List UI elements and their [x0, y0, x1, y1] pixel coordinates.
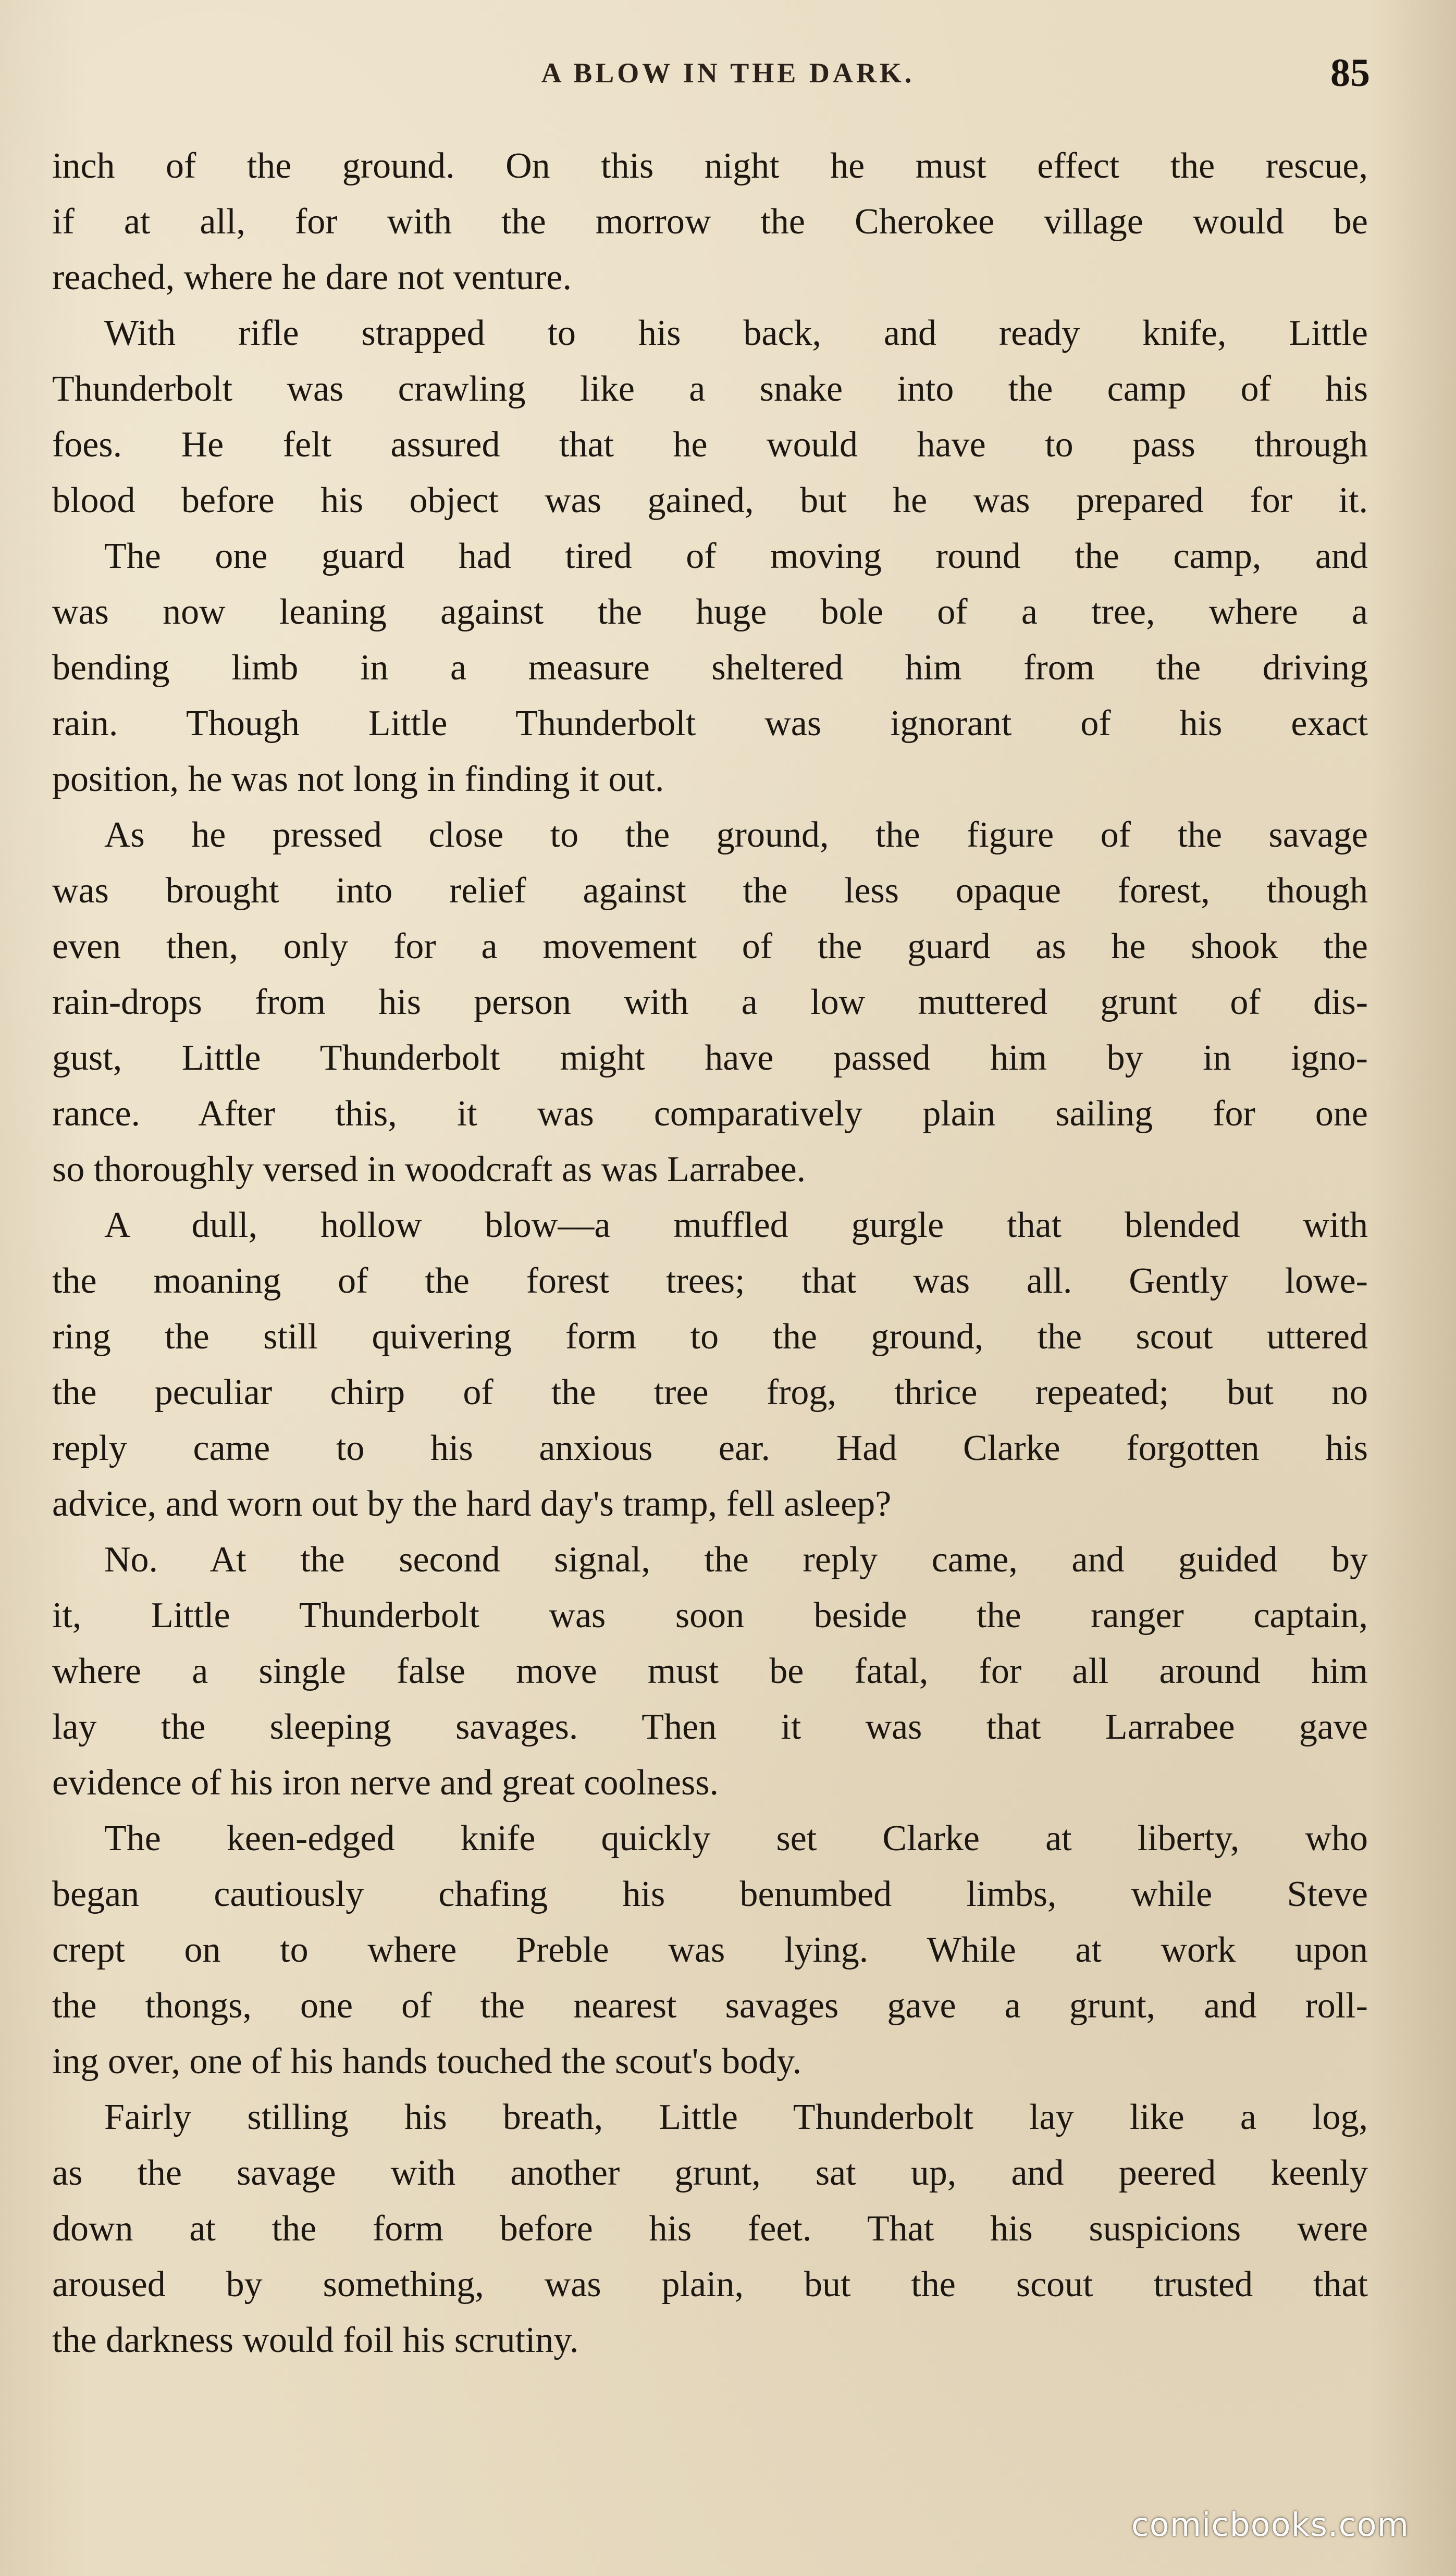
text-line: reached, where he dare not venture.	[52, 257, 572, 298]
text-line: so thoroughly versed in woodcraft as was Larrabee.	[52, 1149, 806, 1190]
body-text	[52, 138, 1368, 2368]
text-line: ring the still quivering form to the ground, the scout uttered	[52, 1317, 1368, 1357]
text-line: rain. Though Little Thunderbolt was ignorant of his exact	[52, 703, 1368, 744]
text-line: advice, and worn out by the hard day's tramp, fell asleep?	[52, 1484, 892, 1524]
text-line: foes. He felt assured that he would have to pass through	[52, 425, 1368, 465]
text-line: rance. After this, it was comparatively plain sailing for one	[52, 1094, 1368, 1134]
paragraph	[52, 807, 1368, 1197]
paragraph	[52, 2089, 1368, 2368]
text-line: the darkness would foil his scrutiny.	[52, 2320, 579, 2360]
paragraph	[52, 1197, 1368, 1532]
text-line: the peculiar chirp of the tree frog, thrice repeated; but no	[52, 1372, 1368, 1413]
text-line: reply came to his anxious ear. Had Clarke forgotten his	[52, 1428, 1368, 1468]
text-line: The one guard had tired of moving round the camp, and	[104, 536, 1368, 576]
paragraph	[52, 305, 1368, 528]
text-line: With rifle strapped to his back, and ready knife, Little	[104, 313, 1368, 353]
paragraph	[52, 138, 1368, 305]
text-line: ing over, one of his hands touched the scout's body.	[52, 2041, 802, 2082]
text-line: No. At the second signal, the reply came, and guided by	[104, 1540, 1368, 1580]
paragraph	[52, 1532, 1368, 1811]
page-number: 85	[1330, 51, 1370, 95]
text-line: A dull, hollow blow—a muffled gurgle that blended with	[104, 1205, 1368, 1245]
text-line: crept on to where Preble was lying. While at work upon	[52, 1930, 1368, 1970]
text-line: was brought into relief against the less opaque forest, though	[52, 871, 1368, 911]
text-line: the thongs, one of the nearest savages gave a grunt, and roll-	[52, 1986, 1368, 2026]
text-line: inch of the ground. On this night he must effect the rescue,	[52, 146, 1368, 186]
text-line: gust, Little Thunderbolt might have passed him by in igno-	[52, 1038, 1368, 1078]
text-line: as the savage with another grunt, sat up, and peered keenly	[52, 2153, 1368, 2193]
text-line: Fairly stilling his breath, Little Thunderbolt lay like a log,	[104, 2097, 1368, 2137]
text-line: blood before his object was gained, but he was prepared for it.	[52, 480, 1368, 521]
text-line: aroused by something, was plain, but the scout trusted that	[52, 2264, 1368, 2305]
text-line: evidence of his iron nerve and great coolness.	[52, 1763, 719, 1803]
text-line: the moaning of the forest trees; that was all. Gently lowe-	[52, 1261, 1368, 1301]
text-line: it, Little Thunderbolt was soon beside the ranger captain,	[52, 1595, 1368, 1636]
chapter-title: A BLOW IN THE DARK.	[541, 57, 915, 89]
text-line: Thunderbolt was crawling like a snake into the camp of his	[52, 369, 1368, 409]
running-head	[0, 49, 1456, 96]
text-line: rain-drops from his person with a low muttered grunt of dis-	[52, 982, 1368, 1022]
text-line: even then, only for a movement of the guard as he shook the	[52, 926, 1368, 967]
text-line: bending limb in a measure sheltered him from the driving	[52, 648, 1368, 688]
text-line: lay the sleeping savages. Then it was that Larrabee gave	[52, 1707, 1368, 1747]
paragraph	[52, 528, 1368, 807]
text-line: position, he was not long in finding it out.	[52, 759, 664, 799]
watermark-logo: comicbooks.com	[1131, 2506, 1409, 2544]
text-line: As he pressed close to the ground, the figure of the savage	[104, 815, 1368, 855]
text-line: if at all, for with the morrow the Cherokee village would be	[52, 202, 1368, 242]
text-line: was now leaning against the huge bole of a tree, where a	[52, 592, 1368, 632]
paragraph	[52, 1811, 1368, 2089]
text-line: began cautiously chafing his benumbed limbs, while Steve	[52, 1874, 1368, 1914]
text-line: down at the form before his feet. That his suspicions were	[52, 2209, 1368, 2249]
text-line: The keen-edged knife quickly set Clarke at liberty, who	[104, 1818, 1368, 1859]
text-line: where a single false move must be fatal, for all around him	[52, 1651, 1368, 1691]
